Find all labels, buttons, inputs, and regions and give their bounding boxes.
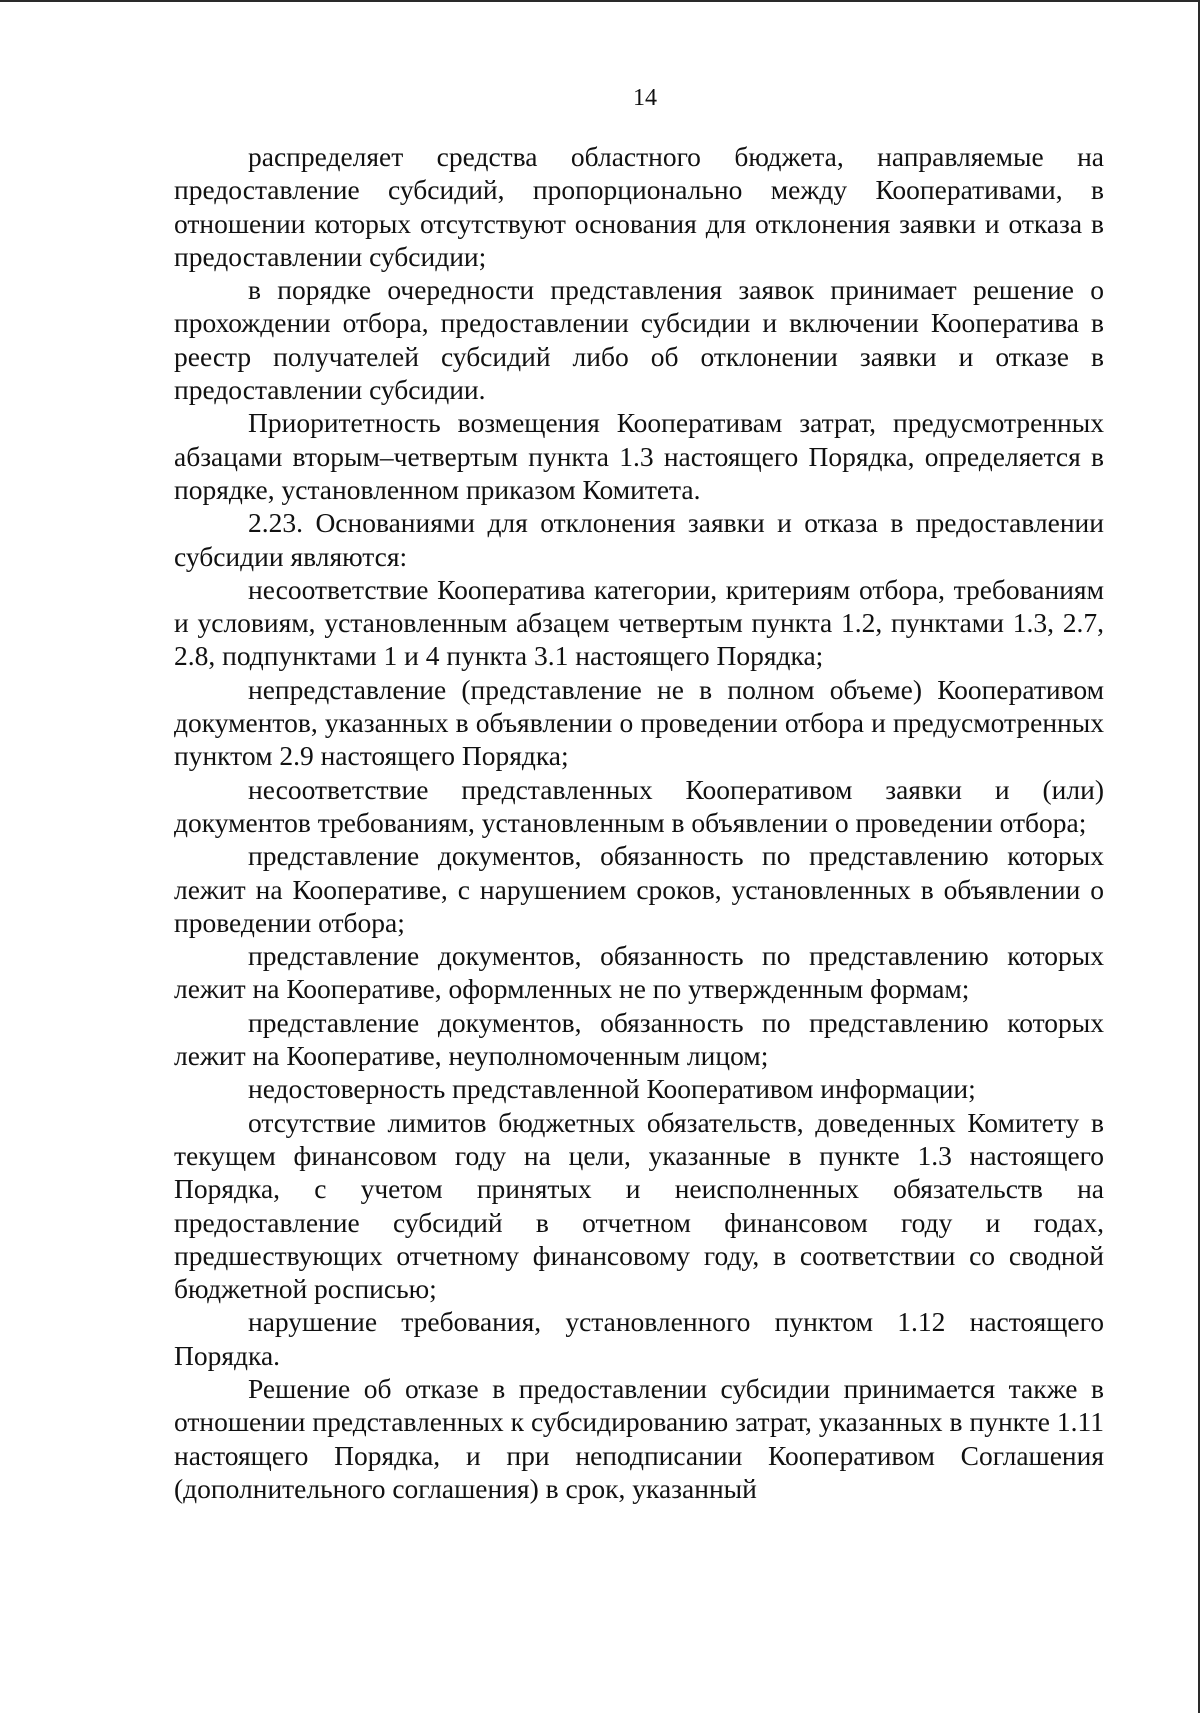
paragraph-12: отсутствие лимитов бюджетных обязательств, доведенных Комитету в текущем финансовом году на цели, указанные в пункте 1.3 настоящего Порядка, с учетом принятых и неисполненных обязательств на предоставление субсидий в отчетном финансовом году и годах, предшествующих отчетному финансовому году, в соответствии со сводной бюджетной росписью;	[174, 1106, 1104, 1305]
paragraph-2: в порядке очередности представления заявок принимает решение о прохождении отбора, предоставлении субсидии и включении Кооператива в реестр получателей субсидий либо об отклонении заявки и отказе в предоставлении субсидии.	[174, 274, 1104, 406]
paragraph-3: Приоритетность возмещения Кооперативам затрат, предусмотренных абзацами вторым–четвертым пункта 1.3 настоящего Порядка, определяется в порядке, установленном приказом Комитета.	[174, 407, 1104, 505]
paragraph-5: несоответствие Кооператива категории, критериям отбора, требованиям и условиям, установленным абзацем четвертым пункта 1.2, пунктами 1.3, 2.7, 2.8, подпунктами 1 и 4 пункта 3.1 настоящего Порядка;	[174, 573, 1104, 672]
paragraph-8: представление документов, обязанность по представлению которых лежит на Кооперативе, с нарушением сроков, установленных в объявлении о проведении отбора;	[174, 840, 1104, 938]
paragraph-10: представление документов, обязанность по представлению которых лежит на Кооперативе, неуполномоченным лицом;	[174, 1006, 1104, 1072]
paragraph-7: несоответствие представленных Кооперативом заявки и (или) документов требованиям, установленным в объявлении о проведении отбора;	[174, 773, 1104, 838]
paragraph-14: Решение об отказе в предоставлении субсидии принимается также в отношении представленных к субсидированию затрат, указанных в пункте 1.11 настоящего Порядка, и при неподписании Кооперативом Соглашения (дополнительного соглашения) в срок, указанный	[174, 1372, 1104, 1504]
paragraph-9: представление документов, обязанность по представлению которых лежит на Кооперативе, оформленных не по утвержденным формам;	[174, 940, 1104, 1005]
paragraph-13: нарушение требования, установленного пунктом 1.12 настоящего Порядка.	[174, 1306, 1104, 1371]
paragraph-11: недостоверность представленной Кооперативом информации;	[248, 1073, 976, 1105]
scan-edge-top	[0, 0, 1200, 2]
paragraph-6: непредставление (представление не в полном объеме) Кооперативом документов, указанных в объявлении о проведении отбора и предусмотренных пунктом 2.9 настоящего Порядка;	[174, 673, 1104, 772]
paragraph-4: 2.23. Основаниями для отклонения заявки и отказа в предоставлении субсидии являются:	[174, 507, 1104, 572]
document-body	[174, 140, 1104, 1505]
page-number: 14	[633, 85, 657, 111]
paragraph-1: распределяет средства областного бюджета, направляемые на предоставление субсидий, пропорционально между Кооперативами, в отношении которых отсутствуют основания для отклонения заявки и отказа в предоставлении субсидии;	[174, 141, 1104, 272]
